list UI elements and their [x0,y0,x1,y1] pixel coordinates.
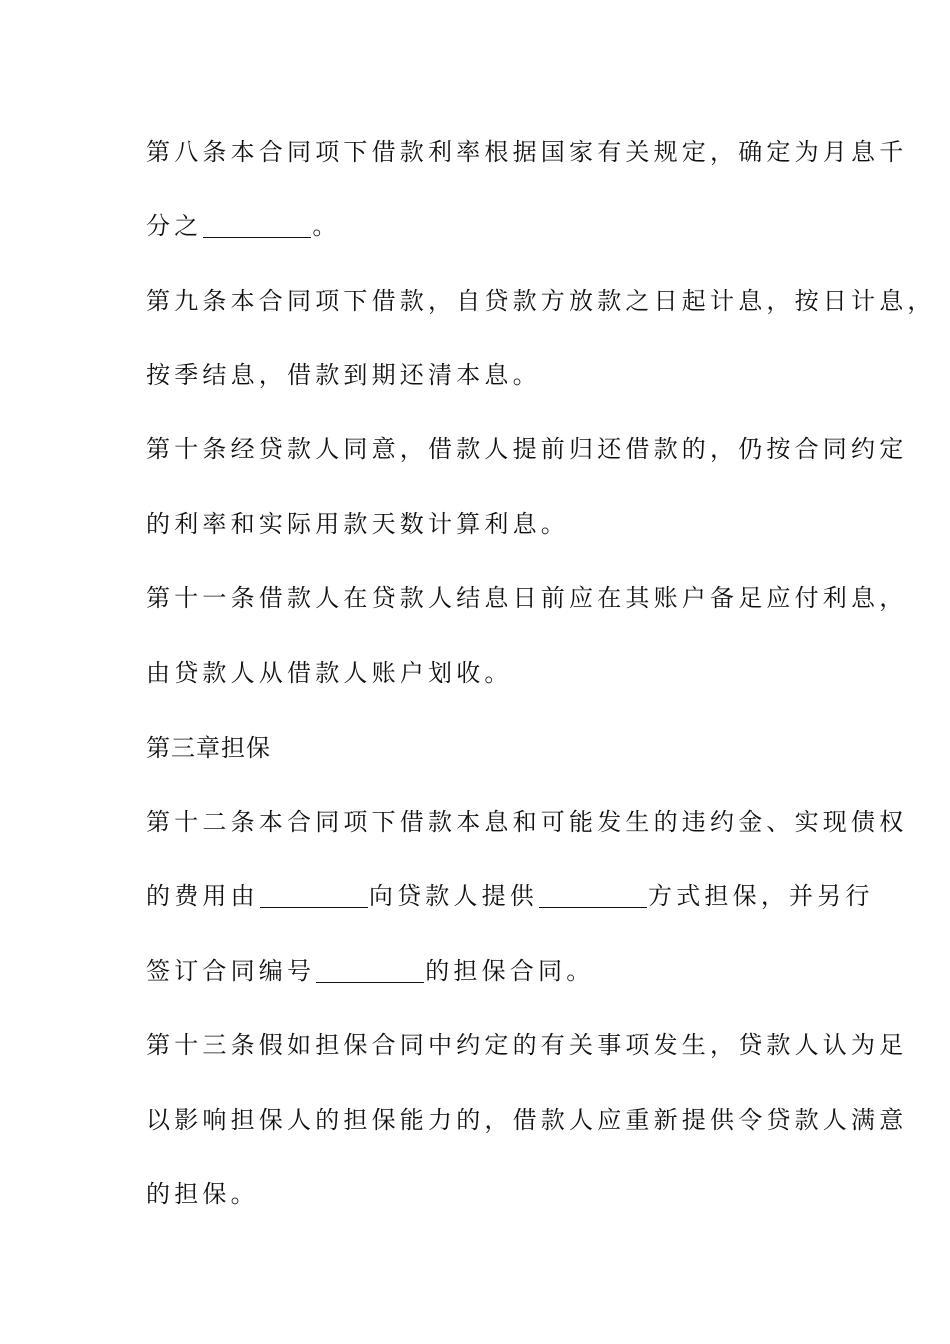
text-segment: 。 [312,212,341,240]
article-10-line-1: 第十条经贷款人同意，借款人提前归还借款的，仍按合同约定 [146,435,908,463]
article-11-line-1: 第十一条借款人在贷款人结息日前应在其账户备足应付利息， [146,584,908,612]
article-8-line-2 [146,210,341,242]
fill-blank [316,958,424,983]
article-10-line-2: 的利率和实际用款天数计算利息。 [146,510,569,538]
text-segment: 的担保合同。 [425,957,595,985]
text-segment: 向贷款人提供 [368,882,539,910]
fill-blank [539,883,647,908]
article-13-line-3: 的担保。 [146,1180,259,1208]
text-segment: 方式担保，并另行 [648,882,874,910]
text-segment: 的费用由 [146,882,259,910]
article-11-line-2: 由贷款人从借款人账户划收。 [146,659,513,687]
article-12-line-1: 第十二条本合同项下借款本息和可能发生的违约金、实现债权 [146,808,908,836]
article-12-line-3 [146,955,594,987]
article-9-line-1: 第九条本合同项下借款，自贷款方放款之日起计息，按日计息， [146,287,936,315]
article-13-line-1: 第十三条假如担保合同中约定的有关事项发生，贷款人认为足 [146,1031,908,1059]
fill-blank [260,883,368,908]
article-9-line-2: 按季结息，借款到期还清本息。 [146,361,541,389]
fill-blank [203,213,311,238]
text-segment: 分之 [146,212,203,240]
article-12-line-2 [146,880,874,912]
article-8-line-1: 第八条本合同项下借款利率根据国家有关规定，确定为月息千 [146,138,908,166]
article-13-line-2: 以影响担保人的担保能力的，借款人应重新提供令贷款人满意 [146,1106,908,1134]
text-segment: 签订合同编号 [146,957,316,985]
chapter-heading: 第三章担保 [146,734,271,762]
